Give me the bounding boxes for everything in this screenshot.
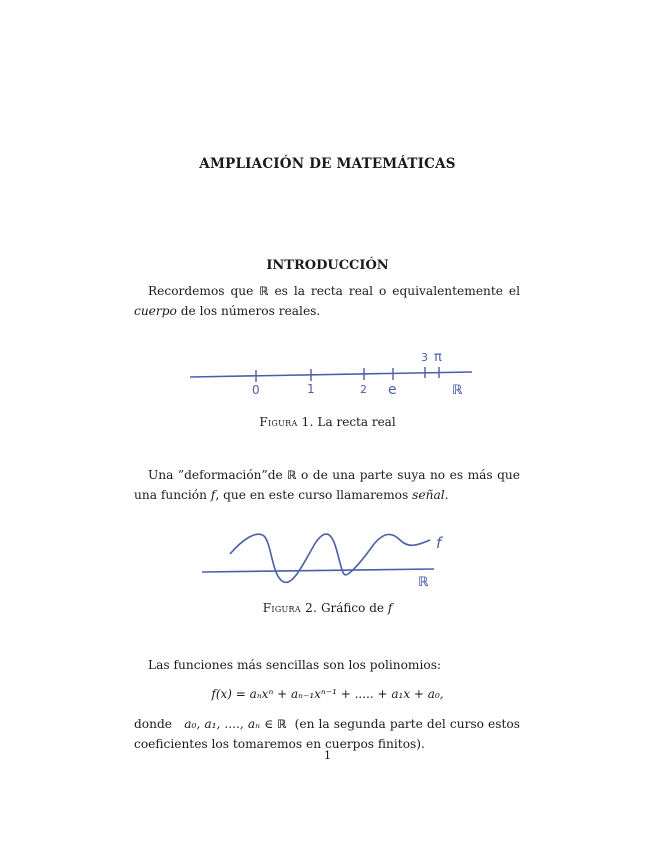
p4-text-a: donde	[134, 717, 173, 731]
p1-text-c: de los números reales.	[180, 304, 321, 318]
p1-text-a: Recordemos que	[148, 284, 254, 298]
polynomial-formula: f(x) = aₙxⁿ + aₙ₋₁xⁿ⁻¹ + ..... + a₁x + a₀,	[211, 687, 444, 701]
figure1-caption-text: La recta real	[317, 415, 396, 429]
p2-text-c: , que en este curso llamaremos	[215, 488, 409, 502]
paragraph-polynomials	[134, 655, 520, 675]
label-3: 3	[421, 351, 428, 364]
label-0: 0	[252, 383, 260, 397]
section-heading: INTRODUCCIÓN	[266, 258, 389, 273]
label-reals-2: ℝ	[418, 575, 429, 590]
p4-coeffs: a₀, a₁, ...., aₙ ∈	[184, 717, 274, 731]
p2-text-d: .	[444, 488, 449, 502]
p1-emphasis: cuerpo	[134, 304, 177, 318]
label-1: 1	[307, 382, 315, 396]
paragraph-intro	[134, 281, 520, 321]
figure1-label: Figura 1.	[259, 415, 314, 429]
label-2: 2	[360, 383, 367, 396]
figure2-var-f: f	[387, 601, 393, 615]
p2-emphasis: señal	[412, 488, 445, 502]
page-number: 1	[323, 748, 332, 762]
figure1-caption	[0, 415, 655, 429]
label-f: f	[436, 534, 442, 552]
p2-text-a: Una ”deformación”de	[148, 468, 283, 482]
reals-symbol-2: ℝ	[287, 468, 297, 482]
p4-text-b: (en la segunda parte del curso estos coeficientes los tomaremos en cuerpos finitos).	[134, 717, 521, 751]
document-title: AMPLIACIÓN DE MATEMÁTICAS	[199, 156, 456, 172]
paragraph-deformation	[134, 465, 520, 505]
figure2-caption-text: Gráfico de	[320, 601, 384, 615]
label-pi: π	[434, 350, 442, 365]
figure2-label: Figura 2.	[262, 601, 318, 615]
p2-text-b: o de una parte suya no es más que una función	[134, 468, 520, 502]
reals-symbol: ℝ	[259, 284, 269, 298]
figure2-caption	[0, 601, 655, 615]
figure-graph-f	[194, 518, 458, 600]
figure-real-line	[178, 336, 476, 414]
p3-text: Las funciones más sencillas son los polinomios:	[148, 658, 442, 672]
label-e: e	[388, 382, 397, 398]
reals-symbol-3: ℝ	[277, 717, 287, 731]
p2-var-f: f	[210, 488, 216, 502]
p1-text-b: es la recta real o equivalentemente el	[274, 284, 521, 298]
label-reals: ℝ	[452, 383, 463, 398]
